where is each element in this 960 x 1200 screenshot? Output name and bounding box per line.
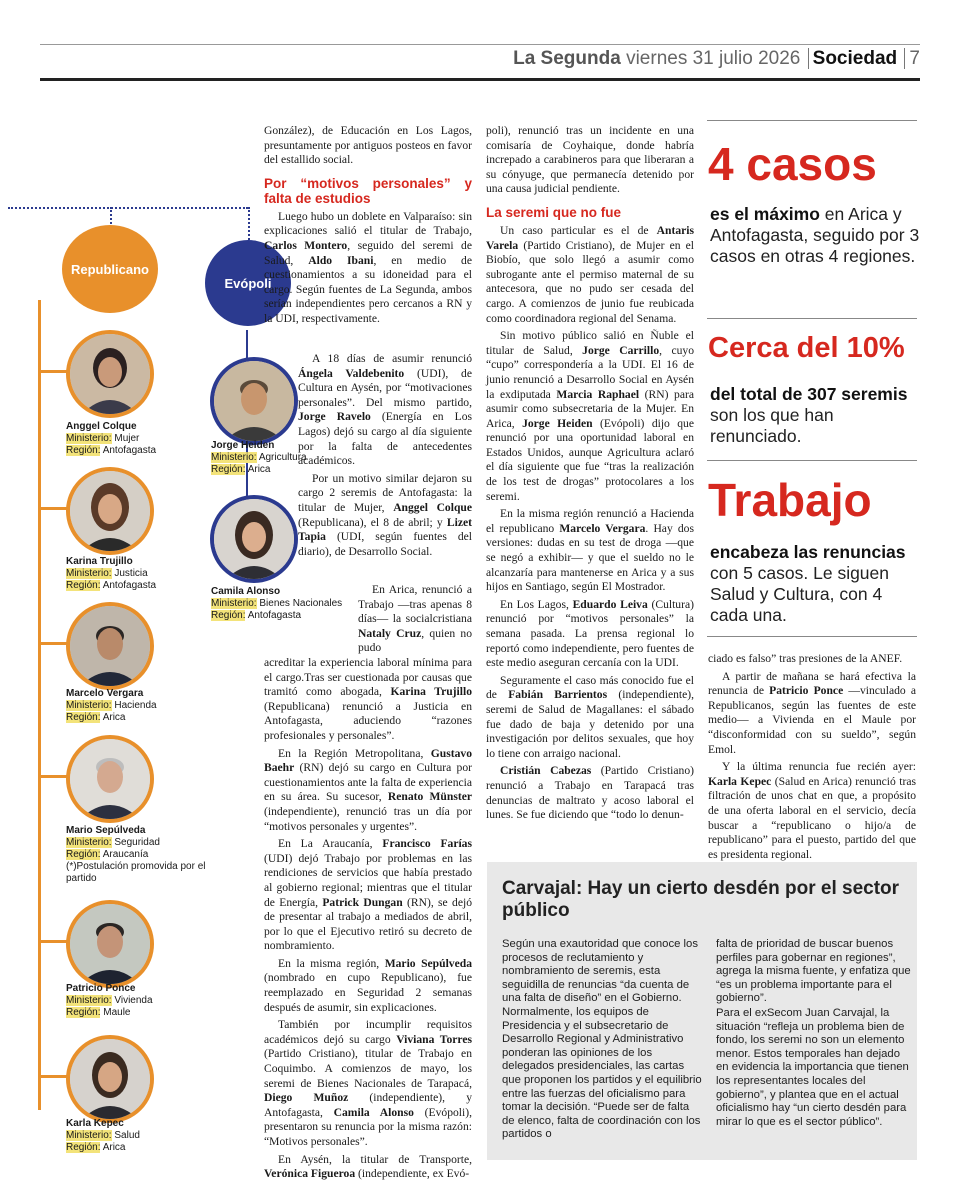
- portrait-camila-alonso: [210, 495, 298, 583]
- stat-2-headline: Cerca del 10%: [708, 332, 905, 364]
- person-caption: Patricio Ponce Ministerio: Vivienda Región: Maule: [66, 983, 153, 1018]
- org-connector: [8, 207, 248, 209]
- article-column-1-top: González), de Educación en Los Lagos, presuntamente por antiguos posteos en favor del estallido social. Por “motivos personales” y falta de estudios Luego hubo un doblete en Valparaíso: sin explicaciones salió el titular de Trabajo, Carlos Montero, seguido del seremi de Salud, Aldo Ibani, en medio de cuestionamientos a su idoneidad para el cargo. Según fuentes de La Segunda, ambos serían independientes pero cercanos a RN y la UDI, respectivamente.: [264, 124, 473, 325]
- page-number: 7: [904, 48, 920, 69]
- stat-3-headline: Trabajo: [708, 474, 872, 526]
- stat-divider: [707, 318, 917, 319]
- box-column-1: Según una exautoridad que conoce los procesos de reclutamiento y nombramiento de seremis, esta seguidilla de renuncias “da cuenta de una falta de diseño” en el Gobierno. Normalmente, los equipos de Presidencia y el subsecretario de Desarrollo Regional y Administrativo ponderan las opiniones de los delegados presidenciales, las cartas que proponen los partidos y el equilibrio entre las fuerzas del oficialismo para tomar la decisión. “Puede ser de falta de elenco, falta de coordinación con los partidos o: [502, 938, 702, 1141]
- portrait-patricio-ponce: [66, 900, 154, 988]
- person-caption: Anggel Colque Ministerio: Mujer Región: Antofagasta: [66, 421, 157, 456]
- subhead-seremi-que-no-fue: La seremi que no fue: [486, 204, 622, 220]
- portrait-jorge-heiden: [210, 357, 298, 445]
- party-republicano: Republicano: [62, 225, 158, 313]
- section-name: Sociedad: [812, 48, 898, 69]
- article-column-3: ciado es falso” tras presiones de la ANEF. A partir de mañana se hará efectiva la renuncia de Patricio Ponce —vinculado a Republicanos, según las fuentes de este medio— a Vivienda en el Maule por “disconformidad con su sueldo”, según Emol. Y la última renuncia fue recién ayer: Karla Kepec (Salud en Arica) renunció tras filtración de unos chat en que, a propósito de una oferta laboral en el servicio, decía buscar a “republicano o hijo/a de republicano” para el puesto, partido del que es presidenta regional.: [708, 652, 916, 861]
- portrait-karla-kepec: [66, 1035, 154, 1123]
- republicano-tree-line: [38, 300, 41, 1110]
- party-evopoli: Evópoli: [205, 240, 291, 326]
- person-caption: Jorge Heiden Ministerio: Agricultura Región: Arica: [211, 440, 307, 475]
- stat-1-headline: 4 casos: [708, 138, 877, 190]
- box-title: Carvajal: Hay un cierto desdén por el sector público: [502, 878, 900, 921]
- person-caption: Karina Trujillo Ministerio: Justicia Región: Antofagasta: [66, 556, 157, 591]
- article-column-1-narrow: A 18 días de asumir renunció Ángela Valdebenito (UDI), de Cultura en Aysén, por “motivaciones personales”. Del mismo partido, Jorge Ravelo (Energía en Los Lagos) dejó su cargo al día siguiente por la falta de antecedentes académicos. Por un motivo similar dejaron su cargo 2 seremis de Antofagasta: la titular de Mujer, Anggel Colque (Republicana), el 8 de abril; y Lizet Tapia (UDI, según fuentes del diario), de Desarrollo Social.: [298, 352, 472, 558]
- publication-name: La Segunda: [513, 48, 621, 69]
- article-column-2: poli), renunció tras un incidente en una comisaría de Coyhaique, donde habría increpado a carabineros para que liberaran a su cónyuge, que permanecía detenido por una causa judicial pendiente. La seremi que no fue Un caso particular es el de Antaris Varela (Partido Cristiano), de Mujer en el Biobío, que solo llegó a asumir como subrogante ante el permiso maternal de su antecesora, que no pudo ser cesada del cargo. A comienzos de junio fue reubicada como coordinadora regional del Senama. Sin motivo público salió en Ñuble el titular de Salud, Jorge Carrillo, cuyo “cupo” correspondería a la UDI. El 16 de junio renunció a Desarrollo Social en Aysén la exdiputada Marcia Raphael (RN) para asumir como subsecretaria de la Mujer. En Arica, Jorge Heiden (Evópoli) dijo que renunció por una oportunidad laboral en Estados Unidos, aunque Agricultura aclaró el día siguiente que fue “tras la realización de los test de drogas” protocolares a los seremi. En la misma región renunció a Hacienda el republicano Marcelo Vergara. Hay dos versiones: dudas en su test de droga —que se negó a exhibir— y que el sueldo no le alcanzaría para mantenerse en Arica y a sus hijos en Santiago, según El Mostrador. En Los Lagos, Eduardo Leiva (Cultura) renunció por “motivos personales” la semana pasada. La prensa regional lo reportó como independiente, pero fuentes de este medio aseguran cercanía con la UDI. Seguramente el caso más conocido fue el de Fabián Barrientos (independiente), seremi de Salud de Magallanes: el sábado fue dado de baja y detenido por una investigación por delitos sexuales, que hoy lo tiene con arraigo nacional. Cristián Cabezas (Partido Cristiano) renunció a Trabajo en Tarapacá tras denuncias de maltrato y acoso laboral el lunes. Se fue diciendo que “todo lo denun-: [486, 124, 695, 822]
- person-caption: Marcelo Vergara Ministerio: Hacienda Región: Arica: [66, 688, 157, 723]
- article-column-1-bottom: acreditar la experiencia laboral mínima para el cargo.Tras ser cuestionada por causas que tramitó como abogada, Karina Trujillo (Republicana) renunció a Justicia en Antofagasta, aduciendo “razones profesionales y personales”. En la Región Metropolitana, Gustavo Baehr (RN) dejó su cargo en Cultura por cuestionamientos ante la falta de experiencia en su área. Su sucesor, Renato Münster (independiente), renunció tras un día por “motivos personales y urgentes”. En La Araucanía, Francisco Farías (UDI) dejó Trabajo por problemas en las rendiciones de servicios que había prestado al gobierno regional; mientras que el titular de Energía, Patrick Dungan (RN), se dejó de presentar al trabajo a mediados de abril, por lo que el Ejecutivo retiró su decreto de nombramiento. En la misma región, Mario Sepúlveda (nombrado en cupo Republicano), fue reemplazado en Seguridad 2 semanas después de asumir, sin explicaciones. También por incumplir requisitos académicos dejó su cargo Viviana Torres (Partido Cristiano), titular de Trabajo en Coquimbo. A comienzos de mayo, los seremi de Bienes Nacionales de Tarapacá, Diego Muñoz (independiente), y Antofagasta, Camila Alonso (Evópoli), presentaron su renuncia por la misma razón: “Motivos personales”. En Aysén, la titular de Transporte, Verónica Figueroa (independiente, ex Evó-: [264, 656, 472, 1181]
- portrait-mario-sepulveda: [66, 735, 154, 823]
- box-column-2: falta de prioridad de buscar buenos perfiles para gobernar en regiones”, agrega la misma fuente, y enfatiza que “es un problema importante para el gobierno”. Para el exSecom Juan Carvajal, la situación “refleja un problema bien de fondo, los seremi no son un elemento menor. Estos temporales han dejado en evidencia la importancia que tienen los representantes locales del gobierno”, y plantea que en el actual oficialismo hay “un cierto desdén para mirar lo que es el sector público”.: [716, 938, 911, 1128]
- subhead-motivos-personales: Por “motivos personales” y falta de estudios: [264, 175, 472, 206]
- portrait-anggel-colque: [66, 330, 154, 418]
- stat-divider: [707, 120, 917, 121]
- issue-date: viernes 31 julio 2026: [626, 48, 801, 69]
- person-caption: Mario Sepúlveda Ministerio: Seguridad Región: Araucanía (*)Postulación promovida por el partido: [66, 825, 206, 884]
- stat-2-text: del total de 307 seremis son los que han renunciado.: [710, 384, 908, 446]
- header-rule: [40, 44, 920, 45]
- stat-1-text: es el máximo en Arica y Antofagasta, seguido por 3 casos en otras 4 regiones.: [710, 204, 920, 266]
- stat-divider: [707, 460, 917, 461]
- person-caption: Camila Alonso Ministerio: Bienes Nacionales Región: Antofagasta: [211, 586, 343, 621]
- portrait-marcelo-vergara: [66, 602, 154, 690]
- page-header: [40, 48, 920, 81]
- stat-divider: [707, 636, 917, 637]
- person-caption: Karla Kepec Ministerio: Salud Región: Arica: [66, 1118, 140, 1153]
- portrait-karina-trujillo: [66, 467, 154, 555]
- article-column-1-narrow-2: En Arica, renunció a Trabajo —tras apenas 8 días— la socialcristiana Nataly Cruz, quien no pudo: [358, 583, 473, 655]
- stat-3-text: encabeza las renuncias con 5 casos. Le siguen Salud y Cultura, con 4 cada una.: [710, 542, 906, 625]
